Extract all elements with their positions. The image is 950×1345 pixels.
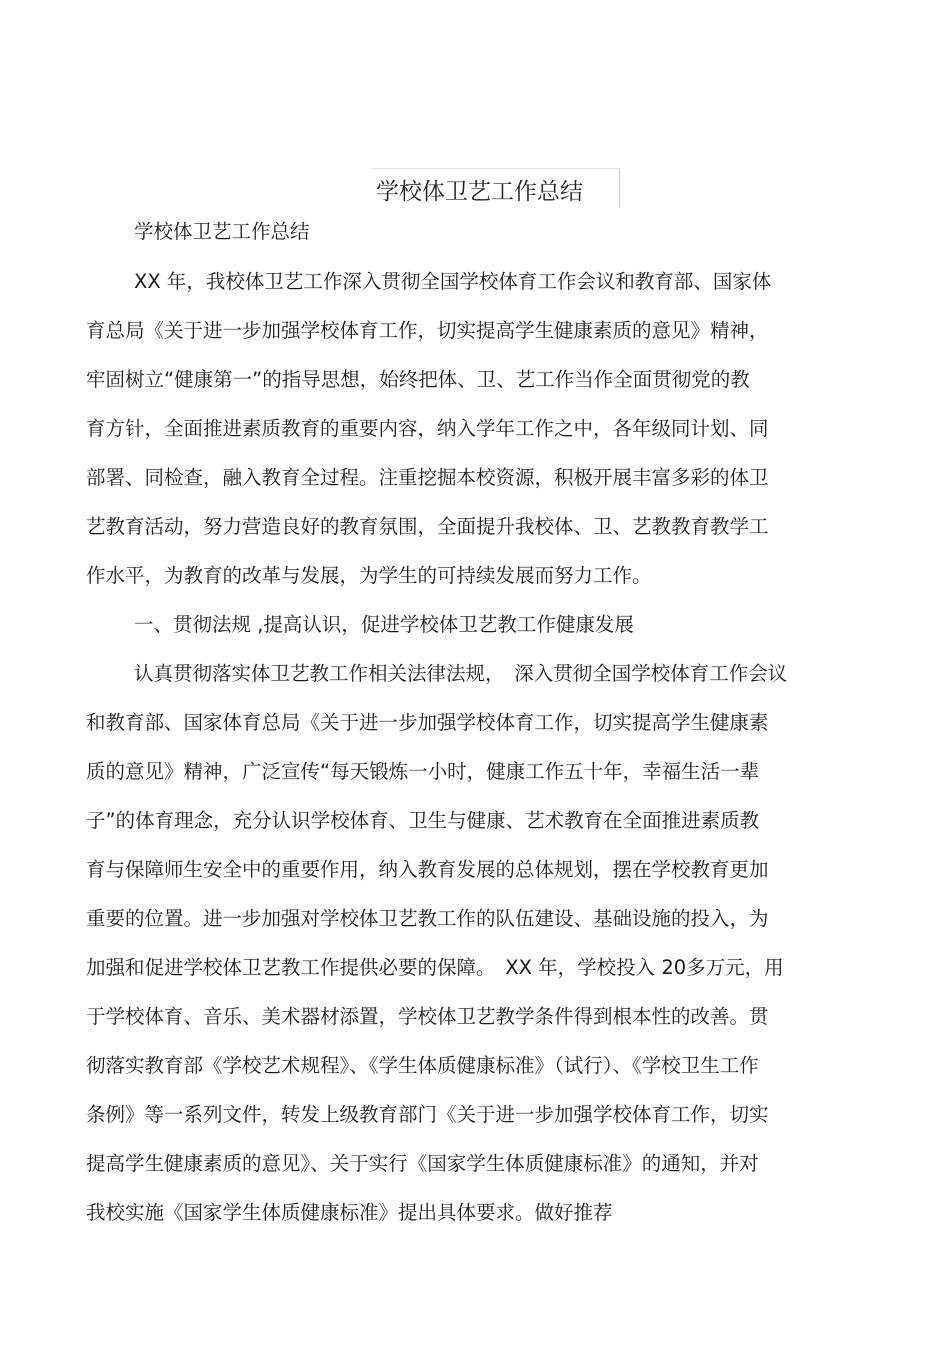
paragraph-line: 作水平，为教育的改革与发展，为学生的可持续发展而努力工作。 <box>86 564 652 587</box>
paragraph-line: 我校实施《国家学生体质健康标准》提出具体要求。做好推荐 <box>86 1201 613 1224</box>
document-subtitle: 学校体卫艺工作总结 <box>134 220 310 243</box>
paragraph-line: 育与保障师生安全中的重要作用，纳入教育发展的总体规划，摆在学校教育更加 <box>86 858 769 881</box>
document-title: 学校体卫艺工作总结 <box>376 179 583 205</box>
paragraph-line: 提高学生健康素质的意见》、关于实行《国家学生体质健康标准》的通知，并对 <box>86 1152 759 1175</box>
paragraph-line: 艺教育活动，努力营造良好的教育氛围，全面提升我校体、卫、艺教教育教学工 <box>86 515 769 538</box>
paragraph-line: 于学校体育、音乐、美术器材添置，学校体卫艺教学条件得到根本性的改善。贯 <box>86 1005 769 1028</box>
paragraph-line: 加强和促进学校体卫艺教工作提供必要的保障。 XX 年，学校投入 20多万元，用 <box>86 956 784 979</box>
paragraph-line: 彻落实教育部《学校艺术规程》、《学生体质健康标准》（试行）、《学校卫生工作 <box>86 1054 759 1077</box>
section-heading: 一、贯彻法规 ,提高认识，促进学校体卫艺教工作健康发展 <box>134 613 634 636</box>
paragraph-line: 认真贯彻落实体卫艺教工作相关法律法规， 深入贯彻全国学校体育工作会议 <box>134 662 788 685</box>
paragraph-line: 重要的位置。进一步加强对学校体卫艺教工作的队伍建设、基础设施的投入，为 <box>86 907 769 930</box>
paragraph-line: 和教育部、国家体育总局《关于进一步加强学校体育工作，切实提高学生健康素 <box>86 711 769 734</box>
paragraph-line: 条例》等一系列文件，转发上级教育部门《关于进一步加强学校体育工作，切实 <box>86 1103 769 1126</box>
paragraph-line: 部署、同检查，融入教育全过程。注重挖掘本校资源，积极开展丰富多彩的体卫 <box>86 466 769 489</box>
paragraph-line: 育总局《关于进一步加强学校体育工作，切实提高学生健康素质的意见》精神， <box>86 319 769 342</box>
paragraph-line: 牢固树立“健康第一”的指导思想，始终把体、卫、艺工作当作全面贯彻党的教 <box>86 368 750 391</box>
paragraph-line: 育方针，全面推进素质教育的重要内容，纳入学年工作之中，各年级同计划、同 <box>86 417 769 440</box>
paragraph-line: 质的意见》精神，广泛宣传“每天锻炼一小时，健康工作五十年，幸福生活一辈 <box>86 760 760 783</box>
paragraph-line: XX 年，我校体卫艺工作深入贯彻全国学校体育工作会议和教育部、国家体 <box>134 270 772 293</box>
paragraph-line: 子”的体育理念，充分认识学校体育、卫生与健康、艺术教育在全面推进素质教 <box>86 809 760 832</box>
